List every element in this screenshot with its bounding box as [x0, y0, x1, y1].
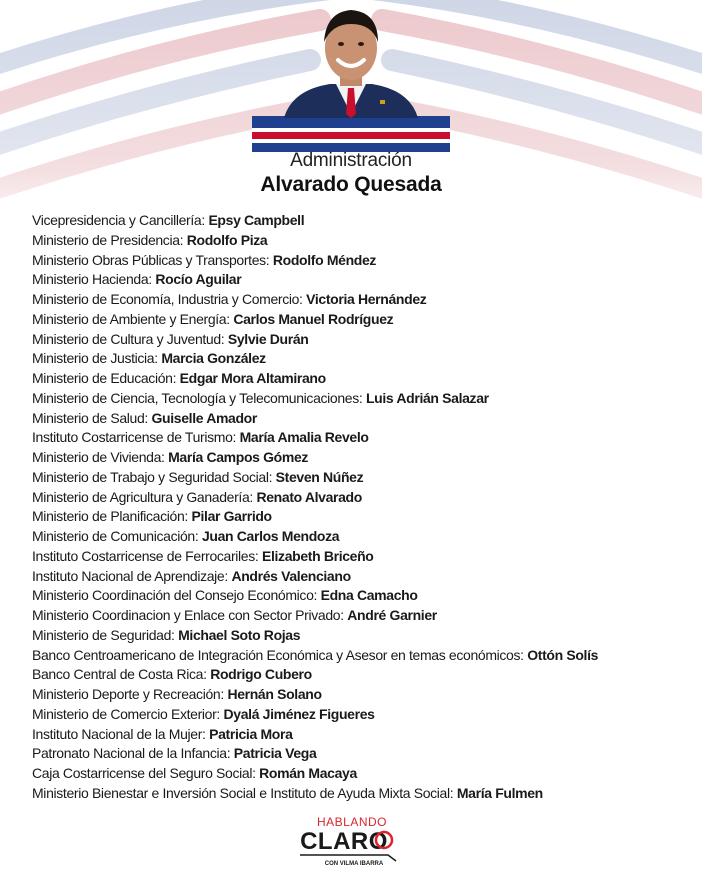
cabinet-list-item — [32, 428, 598, 448]
logo-line3: CON VILMA IBARRA — [324, 861, 384, 867]
cabinet-minister-name: María Amalia Revelo — [239, 429, 369, 446]
cabinet-minister-name: Patricia Mora — [209, 725, 293, 742]
cabinet-list-item — [32, 685, 598, 705]
cabinet-list-item — [32, 231, 598, 251]
cabinet-role: Ministerio Obras Públicas y Transportes: — [32, 251, 270, 268]
cabinet-list-item — [32, 330, 598, 350]
cabinet-list-item — [32, 448, 598, 468]
cabinet-minister-name: Edna Camacho — [320, 587, 418, 604]
logo-line1: HABLANDO — [316, 815, 388, 829]
cabinet-list-item — [32, 527, 598, 547]
cabinet-role: Ministerio de Planificación: — [32, 508, 188, 525]
cabinet-role: Ministerio de Seguridad: — [32, 626, 175, 643]
cabinet-role: Ministerio de Salud: — [32, 409, 148, 426]
cabinet-role: Instituto Costarricense de Ferrocariles: — [32, 547, 259, 564]
cabinet-role: Banco Central de Costa Rica: — [32, 666, 207, 683]
cabinet-list-item — [32, 705, 598, 725]
cabinet-role: Ministerio de Economía, Industria y Comercio: — [32, 291, 303, 307]
cabinet-role: Ministerio de Vivienda: — [32, 449, 165, 465]
cabinet-role: Ministerio de Ciencia, Tecnología y Telecomunicaciones: — [32, 389, 363, 406]
cabinet-list-item — [32, 764, 598, 784]
cabinet-role: Ministerio de Educación: — [32, 370, 177, 386]
cabinet-list-item — [32, 349, 598, 369]
cabinet-role: Ministerio Deporte y Recreación: — [32, 686, 224, 702]
cabinet-role: Ministerio Bienestar e Inversión Social e Instituto de Ayuda Mixta Social: — [32, 784, 454, 801]
cabinet-minister-name: Ottón Solís — [527, 646, 599, 663]
cabinet-list-item — [32, 251, 598, 271]
cabinet-role: Ministerio de Comercio Exterior: — [32, 705, 220, 722]
cabinet-minister-name: Steven Núñez — [275, 468, 364, 485]
cabinet-list-item — [32, 211, 598, 231]
title-president-name: Alvarado Quesada — [260, 173, 442, 196]
cabinet-list-item — [32, 409, 598, 429]
cabinet-list-item — [32, 665, 598, 685]
cabinet-minister-name: Carlos Manuel Rodríguez — [233, 310, 394, 327]
cabinet-minister-name: Marcia González — [161, 350, 266, 367]
cabinet-role: Ministerio Coordinación del Consejo Económico: — [32, 587, 318, 604]
cabinet-list-item — [32, 507, 598, 527]
cabinet-role: Ministerio Coordinacion y Enlace con Sector Privado: — [32, 607, 344, 623]
cabinet-minister-name: Andrés Valenciano — [231, 567, 351, 584]
cabinet-list — [32, 211, 598, 804]
cabinet-role: Instituto Nacional de la Mujer: — [32, 725, 206, 742]
cabinet-role: Ministerio de Agricultura y Ganadería: — [32, 488, 253, 505]
cabinet-list-item — [32, 290, 598, 310]
cabinet-minister-name: André Garnier — [347, 607, 437, 623]
president-portrait — [252, 2, 450, 152]
cabinet-minister-name: Román Macaya — [259, 765, 357, 781]
cabinet-list-item — [32, 468, 598, 488]
cabinet-minister-name: Rodolfo Piza — [186, 231, 268, 248]
cabinet-role: Ministerio de Ambiente y Energía: — [32, 310, 230, 327]
cabinet-role: Banco Centroamericano de Integración Económica y Asesor en temas económicos: — [32, 646, 524, 663]
cabinet-minister-name: Renato Alvarado — [256, 488, 362, 505]
title-administration: Administración — [290, 150, 412, 171]
cabinet-minister-name: Sylvie Durán — [227, 330, 309, 347]
cabinet-minister-name: Luis Adrián Salazar — [365, 389, 489, 406]
logo-line2: CLARO — [300, 828, 388, 855]
cabinet-role: Ministerio de Justicia: — [32, 350, 158, 367]
cabinet-role: Ministerio Hacienda: — [32, 271, 152, 288]
cabinet-list-item — [32, 310, 598, 330]
cabinet-list-item — [32, 567, 598, 587]
cabinet-role: Caja Costarricense del Seguro Social: — [32, 765, 256, 781]
cabinet-minister-name: Rodolfo Méndez — [272, 251, 377, 268]
cabinet-role: Ministerio de Comunicación: — [32, 528, 199, 544]
cabinet-minister-name: María Fulmen — [456, 784, 543, 801]
cabinet-list-item — [32, 646, 598, 666]
cabinet-role: Ministerio de Trabajo y Seguridad Social: — [32, 468, 273, 485]
cabinet-minister-name: Victoria Hernández — [306, 291, 427, 307]
cabinet-minister-name: Elizabeth Briceño — [261, 547, 374, 564]
cabinet-minister-name: Guiselle Amador — [151, 409, 257, 426]
cabinet-role: Instituto Nacional de Aprendizaje: — [32, 567, 228, 584]
cabinet-list-item — [32, 586, 598, 606]
cabinet-minister-name: Epsy Campbell — [208, 212, 305, 228]
cabinet-minister-name: Patricia Vega — [233, 745, 317, 762]
cabinet-list-item — [32, 744, 598, 764]
cabinet-role: Ministerio de Cultura y Juventud: — [32, 330, 225, 347]
cabinet-list-item — [32, 725, 598, 745]
cabinet-role: Vicepresidencia y Cancillería: — [32, 212, 205, 228]
cabinet-minister-name: Pilar Garrido — [191, 508, 272, 525]
cabinet-role: Instituto Costarricense de Turismo: — [32, 429, 237, 446]
cabinet-list-item — [32, 606, 598, 626]
hablando-claro-logo — [292, 813, 412, 869]
cabinet-list-item — [32, 547, 598, 567]
cabinet-minister-name: Rocío Aguilar — [155, 271, 242, 288]
cabinet-list-item — [32, 626, 598, 646]
cabinet-minister-name: Edgar Mora Altamirano — [179, 370, 326, 386]
cabinet-role: Patronato Nacional de la Infancia: — [32, 745, 231, 762]
cabinet-list-item — [32, 389, 598, 409]
cabinet-minister-name: Dyalá Jiménez Figueres — [223, 705, 375, 722]
cabinet-minister-name: Juan Carlos Mendoza — [201, 528, 340, 544]
cabinet-minister-name: Hernán Solano — [227, 686, 322, 702]
cabinet-list-item — [32, 784, 598, 804]
cabinet-minister-name: Michael Soto Rojas — [178, 626, 301, 643]
cabinet-role: Ministerio de Presidencia: — [32, 231, 184, 248]
cabinet-minister-name: María Campos Gómez — [168, 449, 309, 465]
cabinet-list-item — [32, 488, 598, 508]
cabinet-list-item — [32, 270, 598, 290]
cabinet-minister-name: Rodrigo Cubero — [210, 666, 312, 683]
cabinet-list-item — [32, 369, 598, 389]
